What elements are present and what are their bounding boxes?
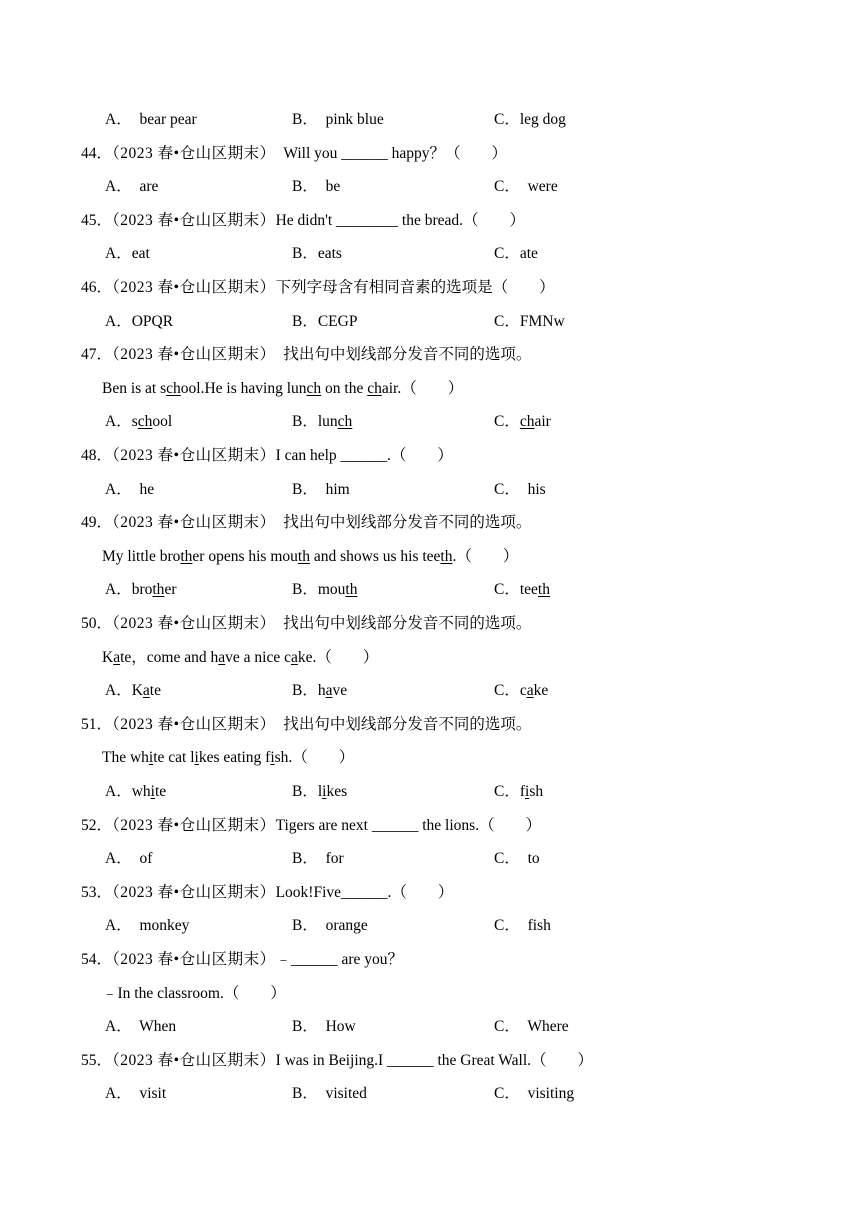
text-segment: Look!Five______.（ ） <box>275 883 454 901</box>
option-letter: B． <box>292 917 318 935</box>
underlined-segment: th <box>152 581 165 599</box>
question-number: 52． <box>81 816 113 834</box>
underlined-segment: a <box>218 648 226 666</box>
question-stem <box>81 144 507 164</box>
text-segment: visiting <box>519 1085 575 1103</box>
question-stem <box>81 614 531 634</box>
text-segment: pink blue <box>317 111 384 128</box>
underlined-segment: i <box>322 783 327 800</box>
text-segment: are <box>131 178 159 196</box>
text-segment: 找出句中划线部分发音不同的选项。 <box>275 615 532 632</box>
underlined-segment: th <box>537 581 550 599</box>
underlined-segment: ch <box>166 379 181 397</box>
question-source: （2023 春•仓山区期末） <box>112 951 276 968</box>
text-segment: er <box>164 581 177 599</box>
option-b[interactable] <box>292 916 368 936</box>
text-segment: Tigers are next ______ the lions.（ ） <box>275 816 542 834</box>
option-a[interactable] <box>105 480 154 500</box>
text-segment: eat <box>131 245 150 263</box>
underlined-segment: th <box>345 581 358 599</box>
option-letter: B． <box>292 178 318 196</box>
option-letter: C． <box>494 581 520 599</box>
option-letter: B． <box>292 245 318 263</box>
text-segment: ool.He is having lun <box>180 379 307 397</box>
question-number: 49． <box>81 514 113 532</box>
text-segment: ve <box>332 682 348 700</box>
option-a[interactable] <box>105 782 166 802</box>
option-letter: A． <box>105 1085 132 1103</box>
underlined-segment: i <box>194 749 199 767</box>
text-segment: wh <box>131 783 151 800</box>
option-letter: C． <box>494 682 520 700</box>
option-letter: A． <box>105 413 132 431</box>
question-sentence <box>102 379 463 399</box>
option-letter: B． <box>292 111 318 128</box>
option-letter: C． <box>494 413 520 431</box>
option-b[interactable] <box>292 782 347 802</box>
option-b[interactable] <box>292 177 340 197</box>
underlined-segment: ch <box>337 413 353 431</box>
option-letter: C． <box>494 1018 520 1036</box>
text-segment: him <box>317 480 350 498</box>
option-letter: A． <box>105 111 132 128</box>
question-stem <box>81 278 555 298</box>
question-sentence <box>102 547 518 567</box>
question-stem <box>81 513 531 533</box>
question-number: 48． <box>81 447 113 464</box>
text-segment: K <box>102 648 114 666</box>
text-segment: he <box>131 480 155 498</box>
text-segment: ke <box>533 682 549 700</box>
underlined-segment: ch <box>137 413 153 431</box>
text-segment: 找出句中划线部分发音不同的选项。 <box>275 346 532 364</box>
text-segment: sh <box>529 783 544 800</box>
option-a[interactable] <box>105 177 158 197</box>
underlined-segment: ch <box>367 379 382 397</box>
question-source: （2023 春•仓山区期末） <box>112 514 276 532</box>
text-segment: er opens his mou <box>192 547 298 565</box>
option-letter: C． <box>494 245 520 263</box>
question-source: （2023 春•仓山区期末） <box>112 816 276 834</box>
text-segment: f <box>519 783 526 800</box>
question-stem <box>81 883 453 903</box>
option-letter: B． <box>292 1018 318 1036</box>
underlined-segment: ch <box>306 379 322 397</box>
text-segment: his <box>519 480 546 498</box>
option-letter: A． <box>105 917 132 935</box>
text-segment: visited <box>317 1085 367 1103</box>
question-source: （2023 春•仓山区期末） <box>112 883 276 901</box>
text-segment: te cat l <box>153 749 195 767</box>
option-a[interactable] <box>105 412 172 432</box>
text-segment: .（ ） <box>452 547 519 565</box>
option-b[interactable] <box>292 244 342 264</box>
option-letter: C． <box>494 111 520 128</box>
question-sentence <box>102 648 378 668</box>
underlined-segment: i <box>150 783 155 800</box>
option-letter: A． <box>105 178 132 196</box>
text-segment: te <box>149 682 161 700</box>
option-c[interactable] <box>494 849 540 869</box>
option-a[interactable] <box>105 580 176 600</box>
text-segment: Ben is at s <box>102 379 167 397</box>
text-segment: to <box>519 850 540 868</box>
question-number: 51． <box>81 715 113 733</box>
text-segment: The wh <box>102 749 149 767</box>
text-segment: s <box>131 413 138 431</box>
option-a[interactable] <box>105 1017 176 1037</box>
text-segment: te <box>154 783 167 800</box>
option-letter: B． <box>292 1085 318 1103</box>
option-letter: A． <box>105 850 132 868</box>
option-c[interactable] <box>494 681 548 701</box>
text-segment: ke.（ ） <box>297 648 379 666</box>
question-source: （2023 春•仓山区期末） <box>112 279 276 296</box>
question-source: （2023 春•仓山区期末） <box>112 144 276 162</box>
option-a[interactable] <box>105 244 150 264</box>
text-segment: air.（ ） <box>381 379 464 397</box>
text-segment: I can help ______.（ ） <box>275 447 453 464</box>
text-segment: 找出句中划线部分发音不同的选项。 <box>275 514 532 532</box>
underlined-segment: ch <box>519 413 535 431</box>
option-c[interactable] <box>494 1017 569 1037</box>
text-segment: be <box>317 178 341 196</box>
question-number: 53． <box>81 883 113 901</box>
underlined-segment: th <box>440 547 453 565</box>
text-segment: monkey <box>131 917 190 935</box>
option-b[interactable] <box>292 1084 367 1104</box>
option-b[interactable] <box>292 849 344 869</box>
option-c[interactable] <box>494 244 538 264</box>
question-stem <box>81 816 541 836</box>
text-segment: leg dog <box>519 111 566 128</box>
option-b[interactable] <box>292 110 384 130</box>
option-letter: B． <box>292 850 318 868</box>
option-c[interactable] <box>494 480 546 500</box>
option-b[interactable] <box>292 480 350 500</box>
question-stem <box>81 211 525 231</box>
option-c[interactable] <box>494 1084 574 1104</box>
option-c[interactable] <box>494 580 550 600</box>
text-segment: on the <box>321 379 368 397</box>
underlined-segment: a <box>142 682 150 700</box>
underlined-segment: i <box>270 749 275 767</box>
text-segment: ﹣In the classroom.（ ） <box>102 984 286 1002</box>
text-segment: FMNw <box>519 312 565 330</box>
option-letter: B． <box>292 480 318 498</box>
text-segment: fish <box>519 917 551 935</box>
text-segment: for <box>317 850 344 868</box>
underlined-segment: i <box>525 783 530 800</box>
text-segment: Where <box>519 1018 569 1036</box>
text-segment: kes eating f <box>198 749 271 767</box>
question-stem <box>81 446 453 466</box>
option-letter: C． <box>494 917 520 935</box>
option-c[interactable] <box>494 312 565 332</box>
option-letter: A． <box>105 245 132 263</box>
text-segment: lun <box>317 413 338 431</box>
option-a[interactable] <box>105 1084 166 1104</box>
underlined-segment: a <box>325 682 333 700</box>
question-sentence <box>102 984 286 1004</box>
text-segment: air <box>534 413 551 431</box>
option-b[interactable] <box>292 681 347 701</box>
question-stem <box>81 715 531 735</box>
question-stem <box>81 950 403 970</box>
option-letter: A． <box>105 1018 132 1036</box>
question-number: 47． <box>81 346 113 364</box>
text-segment: 下列字母含有相同音素的选项是（ ） <box>275 279 555 296</box>
text-segment: ﹣______ are you？ <box>275 951 403 968</box>
option-a[interactable] <box>105 849 152 869</box>
option-c[interactable] <box>494 110 566 130</box>
question-source: （2023 春•仓山区期末） <box>112 211 276 229</box>
option-b[interactable] <box>292 580 357 600</box>
text-segment: te，come and h <box>120 648 219 666</box>
underlined-segment: i <box>148 749 154 767</box>
question-source: （2023 春•仓山区期末） <box>112 615 276 632</box>
option-letter: C． <box>494 1085 520 1103</box>
option-letter: B． <box>292 682 318 700</box>
option-letter: C． <box>494 850 520 868</box>
text-segment: He didn't ________ the bread.（ ） <box>275 211 526 229</box>
question-number: 54． <box>81 951 113 968</box>
text-segment: c <box>519 682 527 700</box>
text-segment: sh.（ ） <box>274 749 355 767</box>
question-stem <box>81 345 531 365</box>
underlined-segment: th <box>180 547 193 565</box>
option-b[interactable] <box>292 1017 356 1037</box>
option-letter: A． <box>105 783 132 800</box>
option-b[interactable] <box>292 412 352 432</box>
option-a[interactable] <box>105 916 189 936</box>
underlined-segment: a <box>113 648 121 666</box>
text-segment: tee <box>519 581 538 599</box>
option-a[interactable] <box>105 681 161 701</box>
option-letter: C． <box>494 178 520 196</box>
question-source: （2023 春•仓山区期末） <box>112 346 276 364</box>
option-letter: A． <box>105 581 132 599</box>
text-segment: mou <box>317 581 346 599</box>
option-c[interactable] <box>494 782 543 802</box>
text-segment: bro <box>131 581 153 599</box>
question-number: 50． <box>81 615 113 632</box>
option-letter: A． <box>105 312 132 330</box>
option-letter: B． <box>292 581 318 599</box>
underlined-segment: a <box>526 682 534 700</box>
question-stem <box>81 1051 593 1071</box>
option-letter: B． <box>292 783 318 800</box>
question-number: 55． <box>81 1051 113 1069</box>
option-c[interactable] <box>494 412 551 432</box>
text-segment: ve a nice c <box>225 648 291 666</box>
text-segment: 找出句中划线部分发音不同的选项。 <box>275 715 532 733</box>
text-segment: visit <box>131 1085 167 1103</box>
text-segment: OPQR <box>131 312 174 330</box>
text-segment: ate <box>519 245 538 263</box>
option-letter: C． <box>494 783 520 800</box>
text-segment: When <box>131 1018 177 1036</box>
question-source: （2023 春•仓山区期末） <box>112 1051 276 1069</box>
text-segment: K <box>131 682 143 700</box>
option-letter: C． <box>494 312 520 330</box>
text-segment: of <box>131 850 153 868</box>
text-segment: How <box>317 1018 356 1036</box>
option-letter: B． <box>292 413 318 431</box>
question-number: 45． <box>81 211 113 229</box>
option-c[interactable] <box>494 177 558 197</box>
text-segment: were <box>519 178 558 196</box>
option-b[interactable] <box>292 312 357 332</box>
underlined-segment: a <box>290 648 298 666</box>
text-segment: ool <box>152 413 173 431</box>
text-segment: l <box>317 783 323 800</box>
question-number: 46． <box>81 279 113 296</box>
text-segment: eats <box>317 245 342 263</box>
option-a[interactable] <box>105 312 173 332</box>
text-segment: orange <box>317 917 368 935</box>
text-segment: I was in Beijing.I ______ the Great Wall.（ ） <box>275 1051 594 1069</box>
text-segment: CEGP <box>317 312 358 330</box>
option-letter: A． <box>105 480 132 498</box>
question-source: （2023 春•仓山区期末） <box>112 715 276 733</box>
question-number: 44． <box>81 144 113 162</box>
question-source: （2023 春•仓山区期末） <box>112 447 276 464</box>
text-segment: My little bro <box>102 547 181 565</box>
option-letter: C． <box>494 480 520 498</box>
text-segment: bear pear <box>131 111 197 128</box>
option-letter: A． <box>105 682 132 700</box>
text-segment: h <box>317 682 326 700</box>
text-segment: kes <box>326 783 348 800</box>
option-letter: B． <box>292 312 318 330</box>
option-c[interactable] <box>494 916 551 936</box>
underlined-segment: th <box>297 547 310 565</box>
option-a[interactable] <box>105 110 197 130</box>
question-sentence <box>102 748 354 768</box>
text-segment: and shows us his tee <box>309 547 441 565</box>
text-segment: Will you ______ happy？（ ） <box>275 144 508 162</box>
